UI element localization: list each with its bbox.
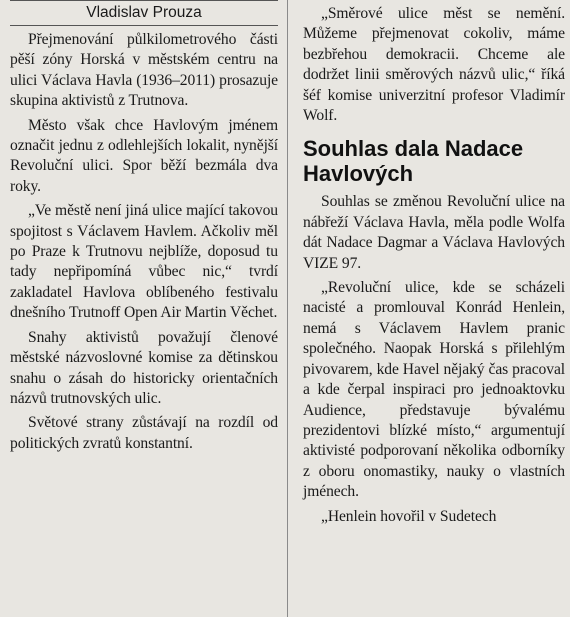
column-divider [287, 0, 288, 617]
article-paragraph: Světové strany zůstávají na rozdíl od politických zvratů konstantní. [10, 414, 278, 452]
article-paragraph: „Revoluční ulice, kde se scházeli nacisté a promlouval Konrád Henlein, nemá s Václavem Havlem pranic společného. Naopak Horská s přilehlým pivovarem, kde Havel nějaký čas pracoval a kde čerpal inspiraci pro jednoaktovku Audience, představuje bývalému prezidentovi blízké místo,“ argumentují aktivisté podporovaní několika odborníky z oboru onomastiky, nauky o vlastních jménech. [303, 279, 565, 501]
author-byline: Vladislav Prouza [10, 0, 278, 26]
article-paragraph: Přejmenování půlkilometrového části pěší zóny Horská v městském centru na ulici Václava Havla (1936–2011) prosazuje skupina aktivistů z Trutnova. [10, 31, 278, 110]
article-paragraph: „Směrové ulice měst se nemění. Můžeme přejmenovat cokoliv, máme bezbřehou demokracii. Chceme ale dodržet linii směrových názvů ulic,“ říká šéf komise univerzitní profesor Vladimír Wolf. [303, 5, 565, 125]
article-paragraph: Souhlas se změnou Revoluční ulice na nábřeží Václava Havla, měla podle Wolfa dát Nadace Dagmar a Václava Havlových VIZE 97. [303, 193, 565, 272]
left-column [10, 0, 278, 458]
article-paragraph: Město však chce Havlovým jménem označit jednu z odlehlejších lokalit, nynější Revoluční ulici. Spor běží bezmála dva roky. [10, 116, 278, 195]
right-column [303, 4, 565, 531]
article-paragraph: „Ve městě není jiná ulice mající takovou spojitost s Václavem Havlem. Ačkoliv měl po Praze k Trutnovu nejblíže, doposud tu tady nepřipomíná vůbec nic,“ tvrdí zakladatel Havlova oblíbeného festivalu dnešního Trutnoff Open Air Martin Věchet. [10, 202, 278, 322]
article-paragraph: „Henlein hovořil v Sudetech [321, 507, 497, 525]
article-paragraph: Snahy aktivistů považují členové městské názvoslovné komise za dětinskou snahu o zásah do historicky orientačních názvů trutnovských ulic. [10, 328, 278, 407]
section-subheading: Souhlas dala Nadace Havlových [303, 136, 524, 187]
